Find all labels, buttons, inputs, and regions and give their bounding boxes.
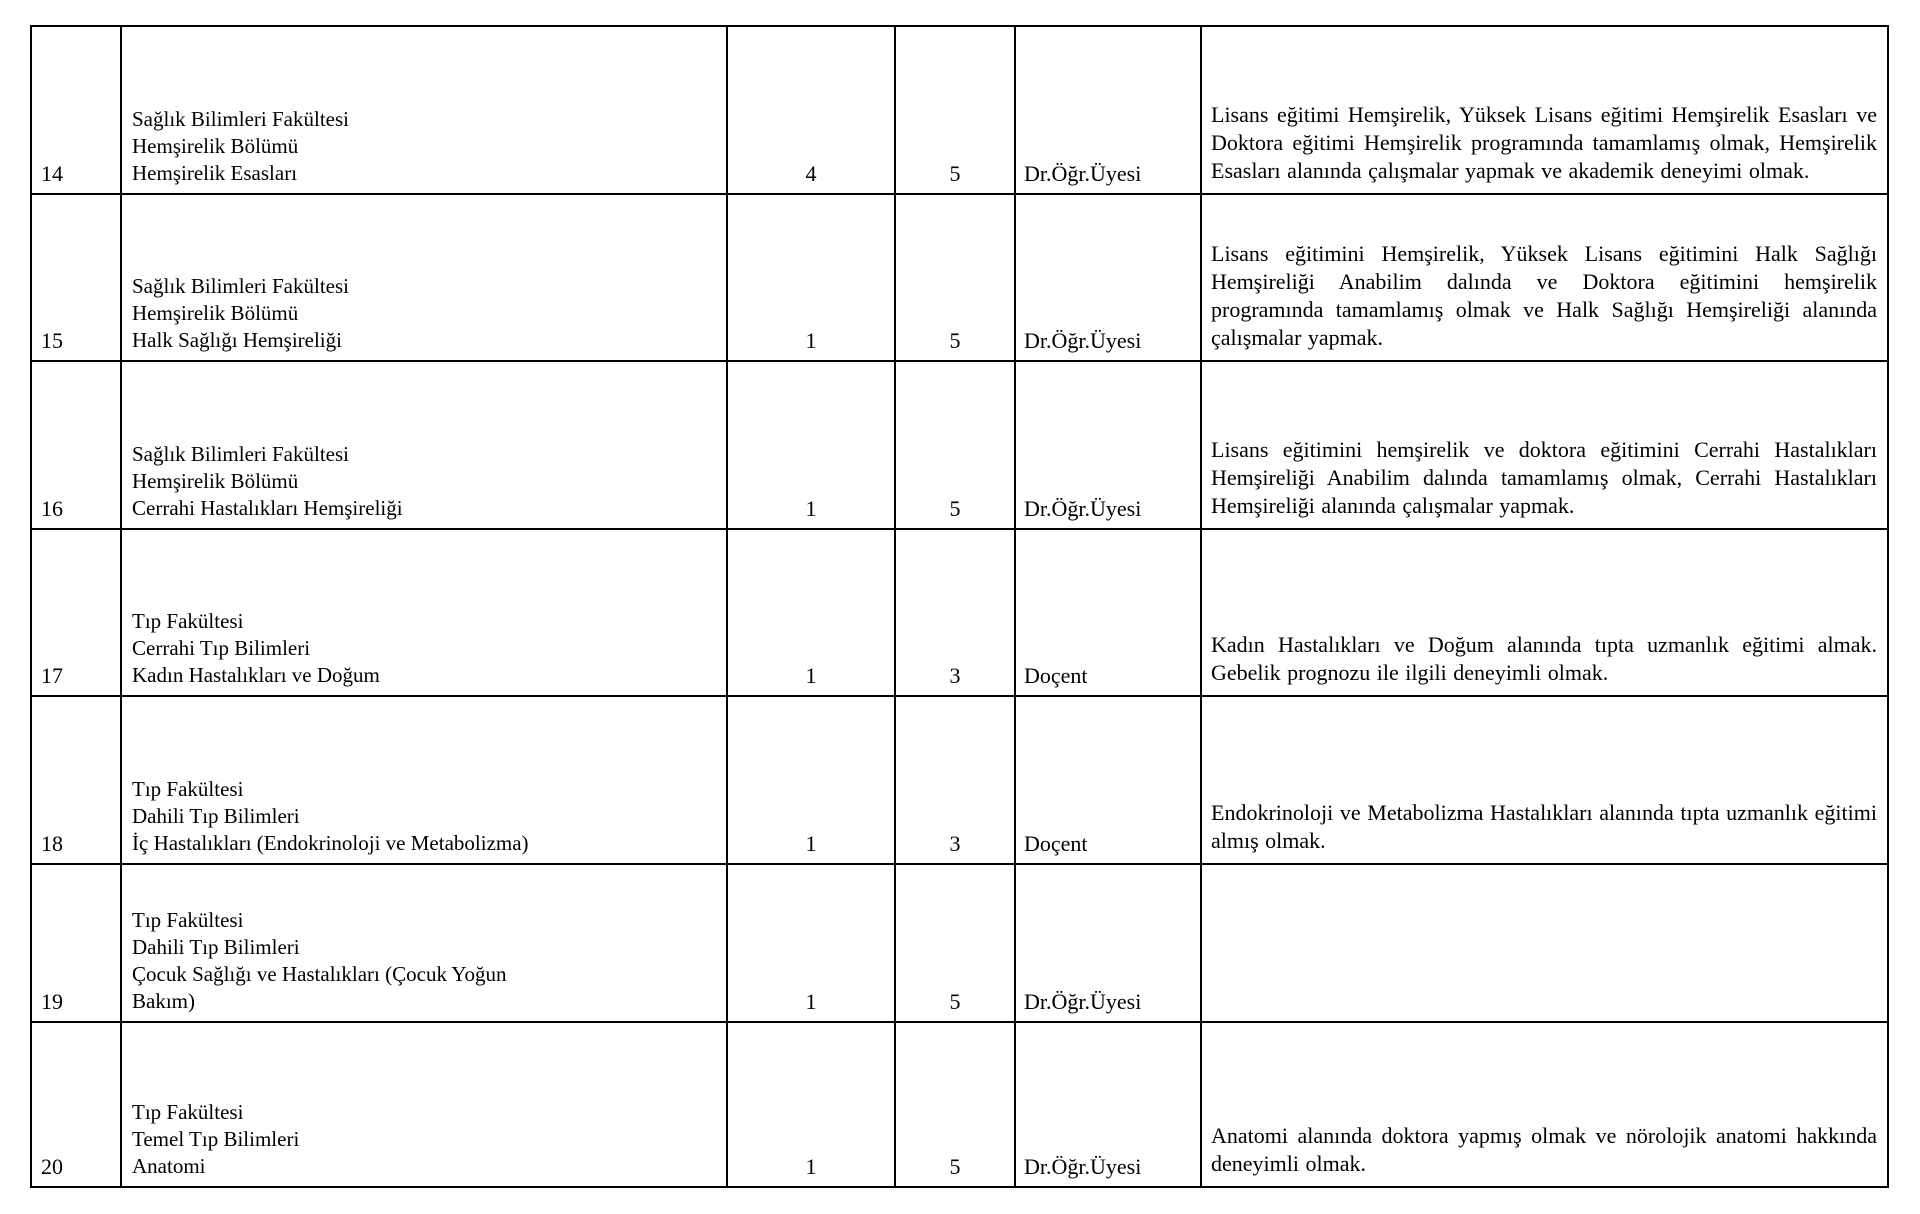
department-name: Hemşirelik Bölümü (132, 301, 299, 325)
unit-cell (121, 864, 727, 1022)
faculty-name: Tıp Fakültesi (132, 1100, 244, 1124)
academic-title-cell: Dr.Öğr.Üyesi (1015, 864, 1201, 1022)
faculty-name: Tıp Fakültesi (132, 908, 244, 932)
academic-title-cell: Dr.Öğr.Üyesi (1015, 194, 1201, 361)
quota-cell: 1 (727, 864, 895, 1022)
requirements-cell (1201, 26, 1888, 194)
program-name: Anatomi (132, 1154, 206, 1178)
requirement-text: Lisans eğitimini Hemşirelik, Yüksek Lisans eğitimini Halk Sağlığı Hemşireliği Anabilim dalında ve Doktora eğitimini hemşirelik programında tamamlamış olmak ve Halk Sağlığı Hemşireliği alanında çalışmalar yapmak. (1211, 241, 1877, 350)
quota-cell: 1 (727, 529, 895, 696)
program-name: Halk Sağlığı Hemşireliği (132, 328, 342, 352)
academic-title-cell: Doçent (1015, 696, 1201, 864)
unit-cell (121, 696, 727, 864)
requirements-cell (1201, 529, 1888, 696)
faculty-name: Tıp Fakültesi (132, 609, 244, 633)
program-name-continued: Bakım) (132, 989, 195, 1013)
program-name: İç Hastalıkları (Endokrinoloji ve Metabolizma) (132, 831, 529, 855)
department-name: Dahili Tıp Bilimleri (132, 935, 300, 959)
quota-cell: 1 (727, 696, 895, 864)
department-name: Hemşirelik Bölümü (132, 134, 299, 158)
table-row (31, 1022, 1888, 1187)
faculty-name: Sağlık Bilimleri Fakültesi (132, 107, 349, 131)
grade-cell: 5 (895, 1022, 1015, 1187)
academic-positions-table-wrap (30, 25, 1889, 1188)
faculty-name: Tıp Fakültesi (132, 777, 244, 801)
academic-title-cell: Dr.Öğr.Üyesi (1015, 1022, 1201, 1187)
program-name: Çocuk Sağlığı ve Hastalıkları (Çocuk Yoğun (132, 962, 507, 986)
grade-cell: 5 (895, 361, 1015, 529)
row-number-cell: 18 (31, 696, 121, 864)
grade-cell: 5 (895, 26, 1015, 194)
academic-title-cell: Dr.Öğr.Üyesi (1015, 361, 1201, 529)
table-row (31, 361, 1888, 529)
program-name: Cerrahi Hastalıkları Hemşireliği (132, 496, 403, 520)
requirement-text: Lisans eğitimini hemşirelik ve doktora eğitimini Cerrahi Hastalıkları Hemşireliği Anabilim dalında tamamlamış olmak, Cerrahi Hastalıkları Hemşireliği alanında çalışmalar yapmak. (1211, 437, 1877, 518)
academic-title-cell: Doçent (1015, 529, 1201, 696)
row-number-cell: 19 (31, 864, 121, 1022)
grade-cell: 3 (895, 529, 1015, 696)
grade-cell: 3 (895, 696, 1015, 864)
academic-positions-table (30, 25, 1889, 1188)
requirement-text: Lisans eğitimi Hemşirelik, Yüksek Lisans eğitimi Hemşirelik Esasları ve Doktora eğitimi Hemşirelik programında tamamlamış olmak, Hemşirelik Esasları alanında çalışmalar yapmak ve akademik deneyimi olmak. (1211, 102, 1877, 183)
grade-cell: 5 (895, 864, 1015, 1022)
faculty-name: Sağlık Bilimleri Fakültesi (132, 442, 349, 466)
requirements-cell (1201, 864, 1888, 1022)
row-number-cell: 14 (31, 26, 121, 194)
row-number-cell: 20 (31, 1022, 121, 1187)
academic-title-cell: Dr.Öğr.Üyesi (1015, 26, 1201, 194)
row-number-cell: 15 (31, 194, 121, 361)
row-number-cell: 16 (31, 361, 121, 529)
requirements-cell (1201, 696, 1888, 864)
program-name: Kadın Hastalıkları ve Doğum (132, 663, 380, 687)
requirement-text: Kadın Hastalıkları ve Doğum alanında tıpta uzmanlık eğitimi almak. Gebelik prognozu ile ilgili deneyimli olmak. (1211, 632, 1877, 685)
unit-cell (121, 529, 727, 696)
table-row (31, 696, 1888, 864)
table-row (31, 194, 1888, 361)
requirements-cell (1201, 361, 1888, 529)
quota-cell: 1 (727, 1022, 895, 1187)
requirements-cell (1201, 1022, 1888, 1187)
requirement-text: Anatomi alanında doktora yapmış olmak ve nörolojik anatomi hakkında deneyimli olmak. (1211, 1123, 1877, 1176)
table-row (31, 26, 1888, 194)
quota-cell: 4 (727, 26, 895, 194)
department-name: Temel Tıp Bilimleri (132, 1127, 300, 1151)
table-row (31, 864, 1888, 1022)
quota-cell: 1 (727, 361, 895, 529)
requirements-cell (1201, 194, 1888, 361)
program-name: Hemşirelik Esasları (132, 161, 298, 185)
table-row (31, 529, 1888, 696)
faculty-name: Sağlık Bilimleri Fakültesi (132, 274, 349, 298)
department-name: Dahili Tıp Bilimleri (132, 804, 300, 828)
quota-cell: 1 (727, 194, 895, 361)
unit-cell (121, 194, 727, 361)
row-number-cell: 17 (31, 529, 121, 696)
department-name: Cerrahi Tıp Bilimleri (132, 636, 311, 660)
department-name: Hemşirelik Bölümü (132, 469, 299, 493)
unit-cell (121, 1022, 727, 1187)
unit-cell (121, 26, 727, 194)
unit-cell (121, 361, 727, 529)
requirement-text: Endokrinoloji ve Metabolizma Hastalıkları alanında tıpta uzmanlık eğitimi almış olmak. (1211, 800, 1877, 853)
grade-cell: 5 (895, 194, 1015, 361)
